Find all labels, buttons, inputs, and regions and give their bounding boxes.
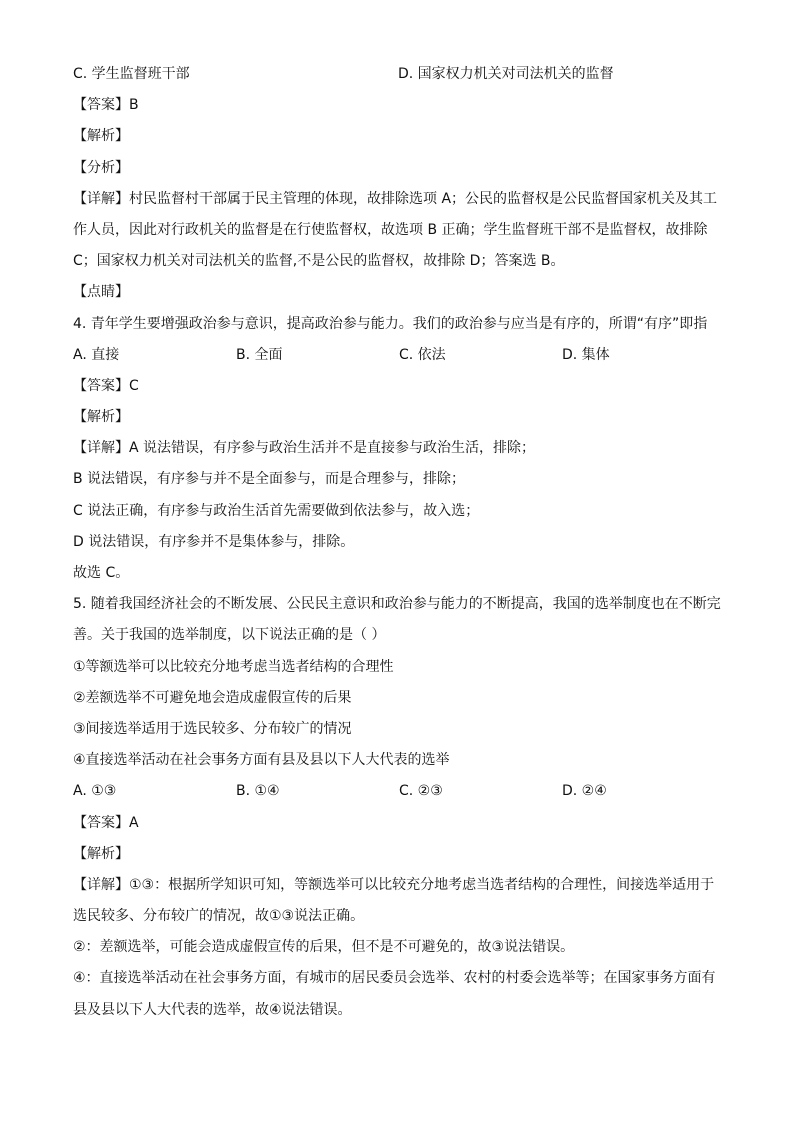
q4-answer: 【答案】C	[73, 377, 139, 394]
q5-statement-3: ③间接选举适用于选民较多、分布较广的情况	[73, 720, 352, 737]
q4-options-row	[73, 345, 725, 365]
q5-stem-line: 善。关于我国的选举制度，以下说法正确的是（ ）	[73, 627, 386, 644]
q5-option-a: A. ①③	[73, 783, 117, 800]
q5-detail-line: 【详解】①③：根据所学知识可知，等额选举可以比较充分地考虑当选者结构的合理性，间接选举适用于	[73, 876, 715, 893]
q4-option-a: A. 直接	[73, 346, 120, 363]
q5-analysis-label: 【解析】	[73, 845, 129, 862]
q5-detail-line: 县及县以下人大代表的选举，故④说法错误。	[73, 1001, 352, 1018]
q3-detail-line: 【详解】村民监督村干部属于民主管理的体现，故排除选项 A；公民的监督权是公民监督国家机关及其工	[73, 190, 718, 207]
q4-conclusion: 故选 C。	[73, 565, 130, 581]
q4-option-c: C. 依法	[399, 346, 446, 363]
q4-detail-line: C 说法正确，有序参与政治生活首先需要做到依法参与，故入选；	[73, 502, 480, 519]
q4-analysis-label: 【解析】	[73, 409, 129, 426]
q3-fenxi-label: 【分析】	[73, 159, 129, 176]
q3-answer: 【答案】B	[73, 97, 139, 114]
q5-detail-line: 选民较多、分布较广的情况，故①③说法正确。	[73, 908, 365, 925]
q3-analysis-label: 【解析】	[73, 128, 129, 145]
q3-dianjing-label: 【点睛】	[73, 284, 129, 301]
q4-detail-line: B 说法错误，有序参与并不是全面参与，而是合理参与，排除；	[73, 471, 466, 488]
q5-option-b: B. ①④	[236, 783, 280, 800]
q5-option-d: D. ②④	[562, 783, 607, 800]
q5-statement-2: ②差额选举不可避免地会造成虚假宣传的后果	[73, 689, 352, 706]
q5-answer: 【答案】A	[73, 814, 139, 831]
q4-detail-line: D 说法错误，有序参并不是集体参与，排除。	[73, 533, 355, 550]
q5-detail-line: ④：直接选举活动在社会事务方面，有城市的居民委员会选举、农村的村委会选举等；在国家事务方面有	[73, 970, 716, 987]
q3-options-row	[73, 64, 725, 84]
q3-option-c: C. 学生监督班干部	[73, 66, 190, 82]
q5-detail-line: ②：差额选举，可能会造成虚假宣传的后果，但不是不可避免的，故③说法错误。	[73, 939, 575, 956]
q5-stem-line: 5. 随着我国经济社会的不断发展、公民民主意识和政治参与能力的不断提高，我国的选举制度也在不断完	[73, 596, 721, 613]
q5-option-c: C. ②③	[399, 783, 443, 800]
document-page	[73, 64, 725, 1031]
q3-option-d: D. 国家权力机关对司法机关的监督	[398, 66, 614, 82]
q5-options-row	[73, 781, 725, 801]
q3-detail-line: 作人员，因此对行政机关的监督是在行使监督权，故选项 B 正确；学生监督班干部不是监督权，故排除	[73, 221, 708, 238]
q4-detail-line: 【详解】A 说法错误，有序参与政治生活并不是直接参与政治生活，排除；	[73, 440, 536, 457]
q5-statement-4: ④直接选举活动在社会事务方面有县及县以下人大代表的选举	[73, 752, 450, 769]
q4-option-b: B. 全面	[236, 346, 283, 363]
q4-option-d: D. 集体	[562, 346, 610, 363]
q5-statement-1: ①等额选举可以比较充分地考虑当选者结构的合理性	[73, 658, 394, 675]
q4-stem: 4. 青年学生要增强政治参与意识，提高政治参与能力。我们的政治参与应当是有序的，所谓“有序”即指	[73, 315, 708, 332]
q3-detail-line: C；国家权力机关对司法机关的监督,不是公民的监督权，故排除 D；答案选 B。	[73, 253, 565, 270]
